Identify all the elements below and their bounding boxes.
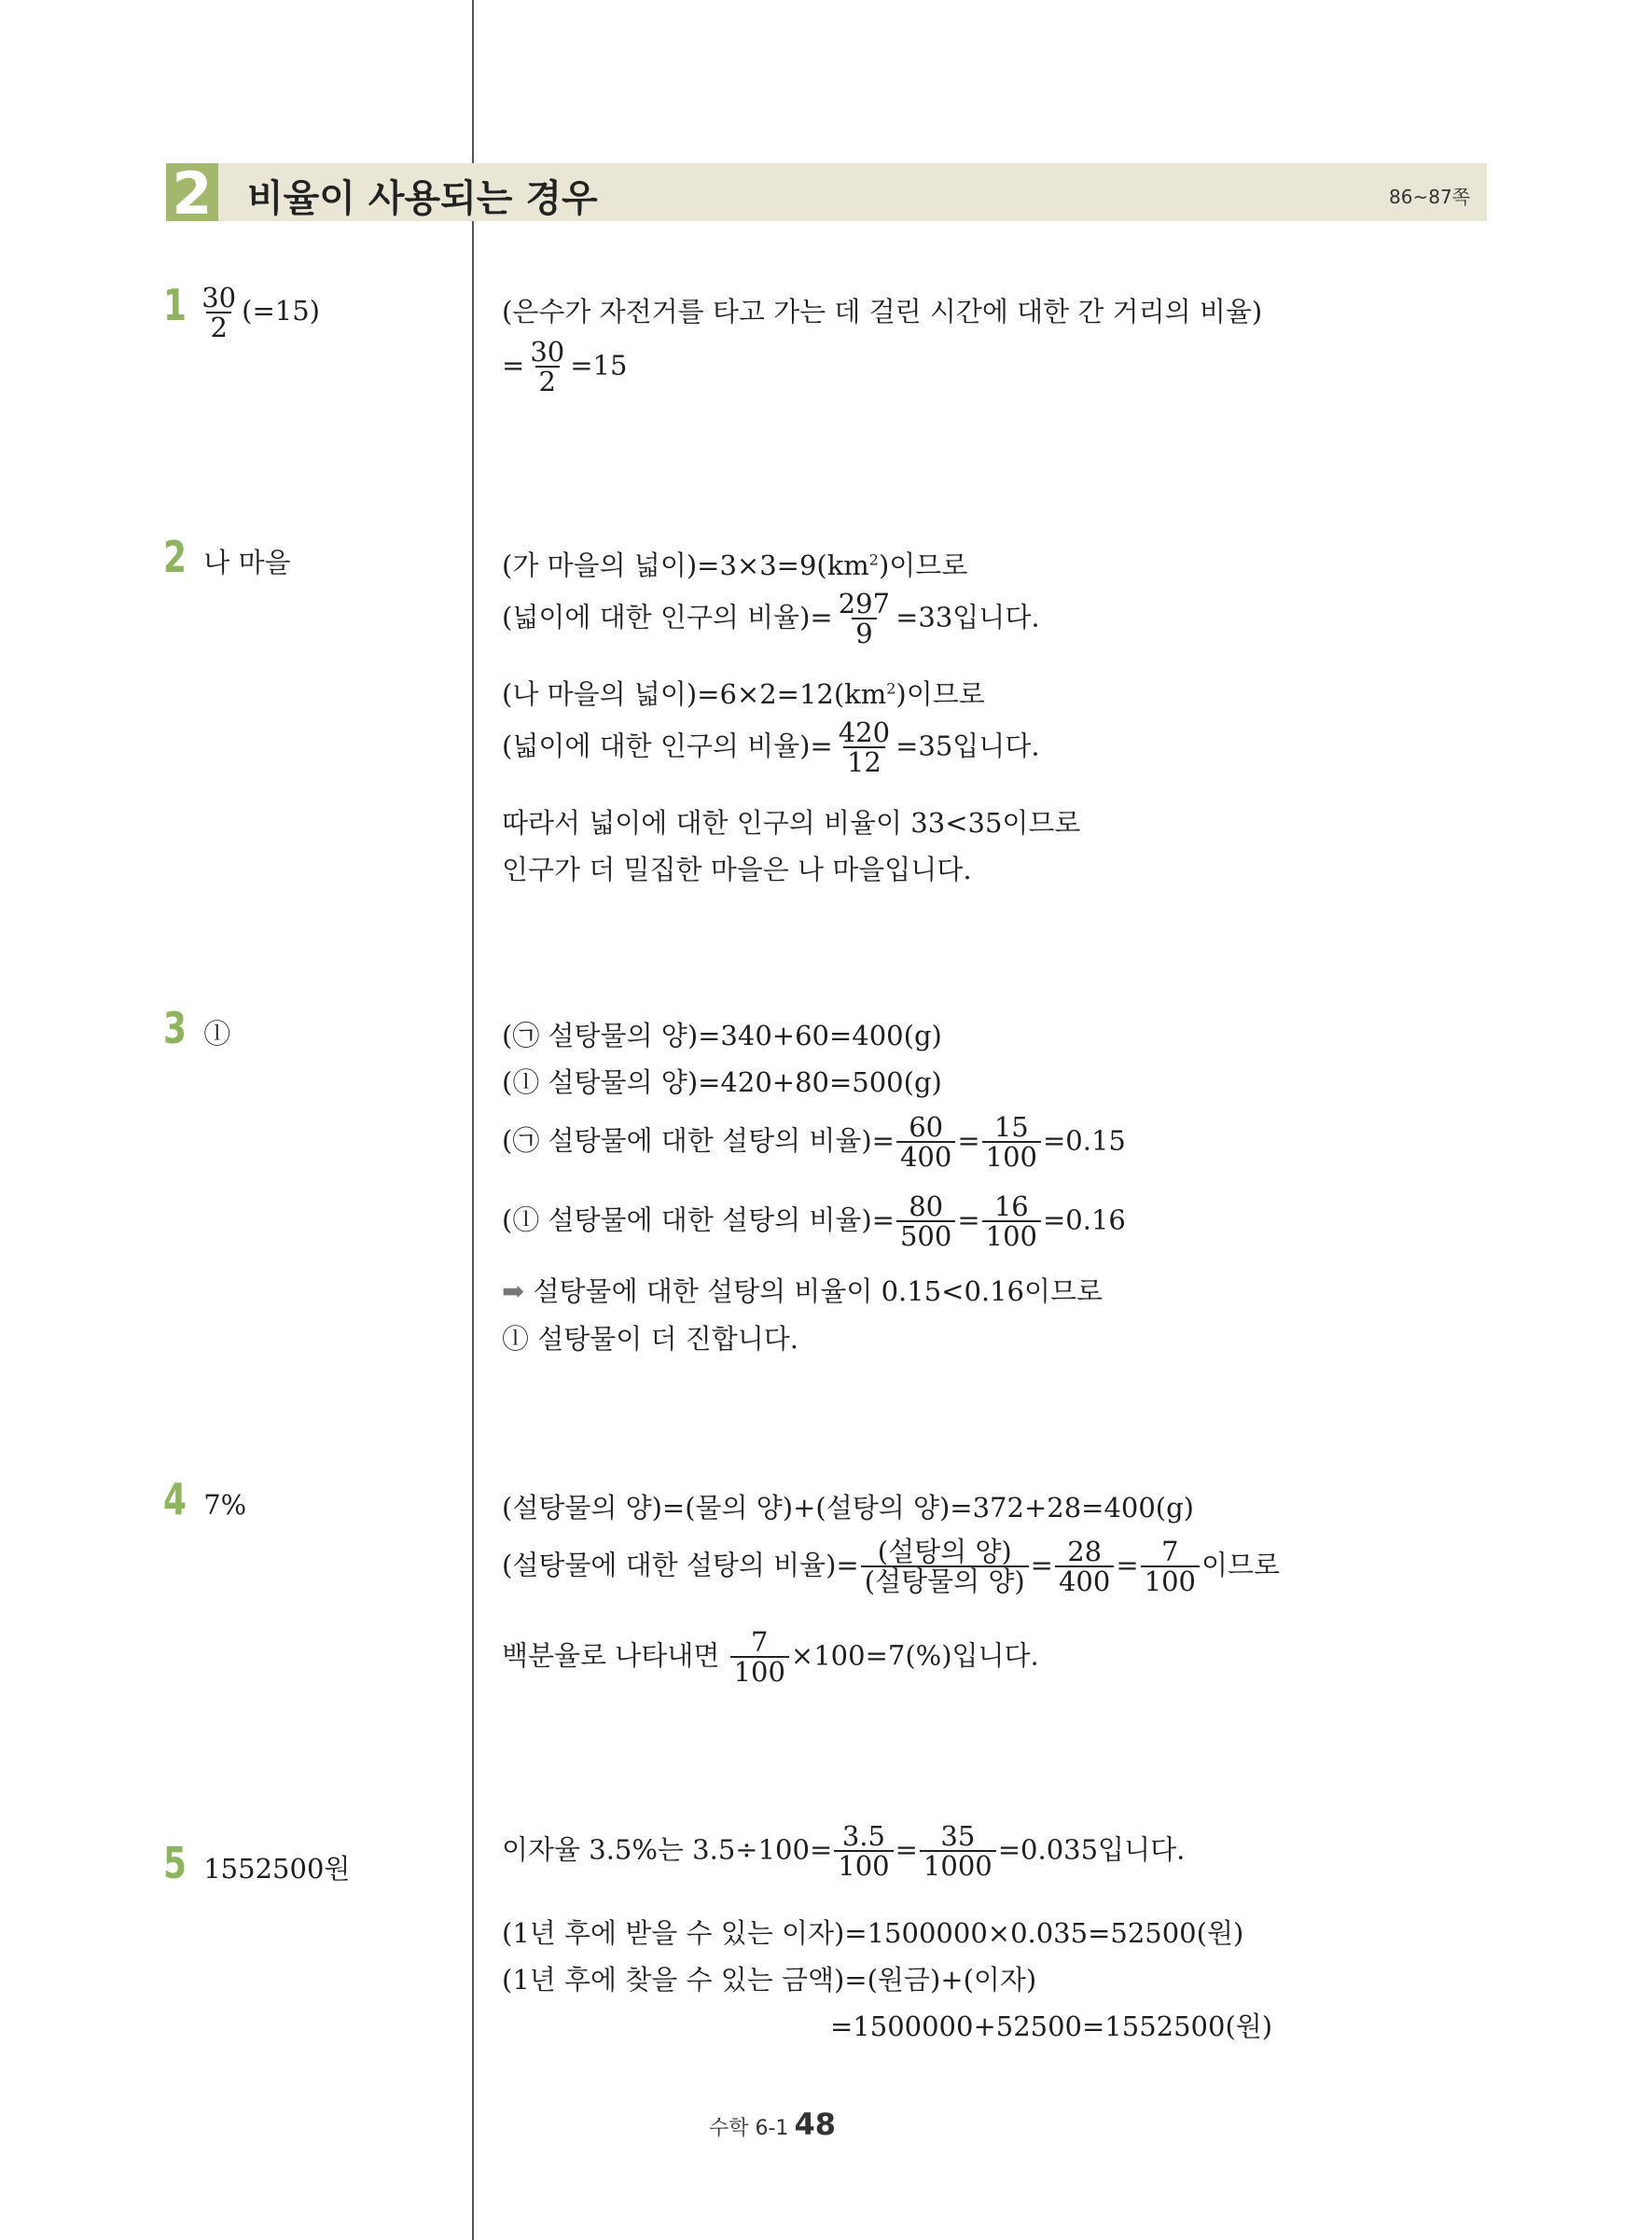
page-range: 86~87쪽	[1389, 186, 1470, 208]
section-title: 비율이 사용되는 경우	[247, 177, 598, 220]
answer-fraction: $\frac{30}{2}$	[201, 281, 237, 343]
solution-line: (설탕물에 대한 설탕의 비율)= $\frac{\text{(설탕의 양)}}{\text{(설탕물의 양)}}$ = $\frac{28}{400}$ = $\frac{7}{100}$ 이므로	[502, 1536, 1281, 1598]
problem-number: 3	[163, 1003, 187, 1053]
solution-line: = $\frac{30}{2}$ =15	[502, 336, 628, 398]
solution-line: (가 마을의 넓이)$=3\times 3=9(km^2)$이므로	[502, 550, 968, 581]
answer-text: 7%	[203, 1489, 247, 1521]
problem-5-answer	[163, 1838, 350, 1888]
column-divider	[472, 0, 474, 2240]
solution-line: 백분율로 나타내면 $\frac{7}{100}$ ×100=7(%)입니다.	[502, 1626, 1039, 1689]
problem-2-answer	[163, 532, 291, 582]
solution-line: (은수가 자전거를 타고 가는 데 걸린 시간에 대한 간 거리의 비율)	[502, 296, 1263, 327]
solution-line: 따라서 넓이에 대한 인구의 비율이 33<35이므로	[502, 807, 1081, 839]
problem-number: 1	[163, 280, 187, 330]
solution-line: (나 마을의 넓이)$=6\times 2=12(km^2)$이므로	[502, 678, 985, 710]
solution-line: (1년 후에 찾을 수 있는 금액)=(원금)+(이자)	[502, 1964, 1037, 1996]
solution-line: (1년 후에 받을 수 있는 이자)=1500000×0.035=52500(원)	[502, 1917, 1244, 1949]
solution-line: (ⓛ 설탕물의 양)=420+80=500(g)	[502, 1066, 942, 1098]
solution-line: ➡ 설탕물에 대한 설탕의 비율이 0.15<0.16이므로	[502, 1275, 1104, 1307]
problem-1-answer: 1 $\frac{30}{2}$ (=15)	[163, 280, 320, 343]
page-footer	[709, 2107, 836, 2142]
solution-line: (ⓛ 설탕물에 대한 설탕의 비율)= $\frac{80}{500}$ = $\frac{16}{100}$ =0.16	[502, 1190, 1126, 1253]
solution-line: (넓이에 대한 인구의 비율)= $\frac{297}{9}$ =33입니다.	[502, 588, 1040, 650]
answer-text: ⓛ	[203, 1018, 231, 1050]
solution-line: 인구가 더 밀집한 마을은 나 마을입니다.	[502, 854, 972, 885]
problem-4-answer	[163, 1474, 246, 1524]
solution-line: (㉠ 설탕물의 양)=340+60=400(g)	[502, 1020, 942, 1051]
section-header	[166, 160, 1487, 228]
solution-line: (설탕물의 양)=(물의 양)+(설탕의 양)=372+28=400(g)	[502, 1492, 1194, 1523]
arrow-icon: ➡	[502, 1275, 525, 1307]
solution-line: =1500000+52500=1552500(원)	[830, 2010, 1273, 2042]
footer-subject: 수학 6-1	[709, 2117, 789, 2140]
problem-number: 2	[163, 532, 187, 582]
page-number: 48	[794, 2107, 836, 2142]
solution-line: (㉠ 설탕물에 대한 설탕의 비율)= $\frac{60}{400}$ = $\frac{15}{100}$ =0.15	[502, 1111, 1126, 1174]
solution-line: 이자율 3.5%는 3.5÷100= $\frac{3.5}{100}$ = $\frac{35}{1000}$ =0.035입니다.	[502, 1820, 1186, 1883]
answer-text: 나 마을	[203, 547, 291, 578]
problem-number: 4	[163, 1474, 187, 1524]
solution-line: ⓛ 설탕물이 더 진합니다.	[502, 1323, 798, 1355]
section-number: 2	[166, 163, 218, 221]
problem-3-answer	[163, 1003, 230, 1053]
problem-number: 5	[163, 1838, 187, 1888]
solution-line: (넓이에 대한 인구의 비율)= $\frac{420}{12}$ =35입니다.	[502, 717, 1040, 779]
answer-text: 1552500원	[203, 1853, 351, 1885]
